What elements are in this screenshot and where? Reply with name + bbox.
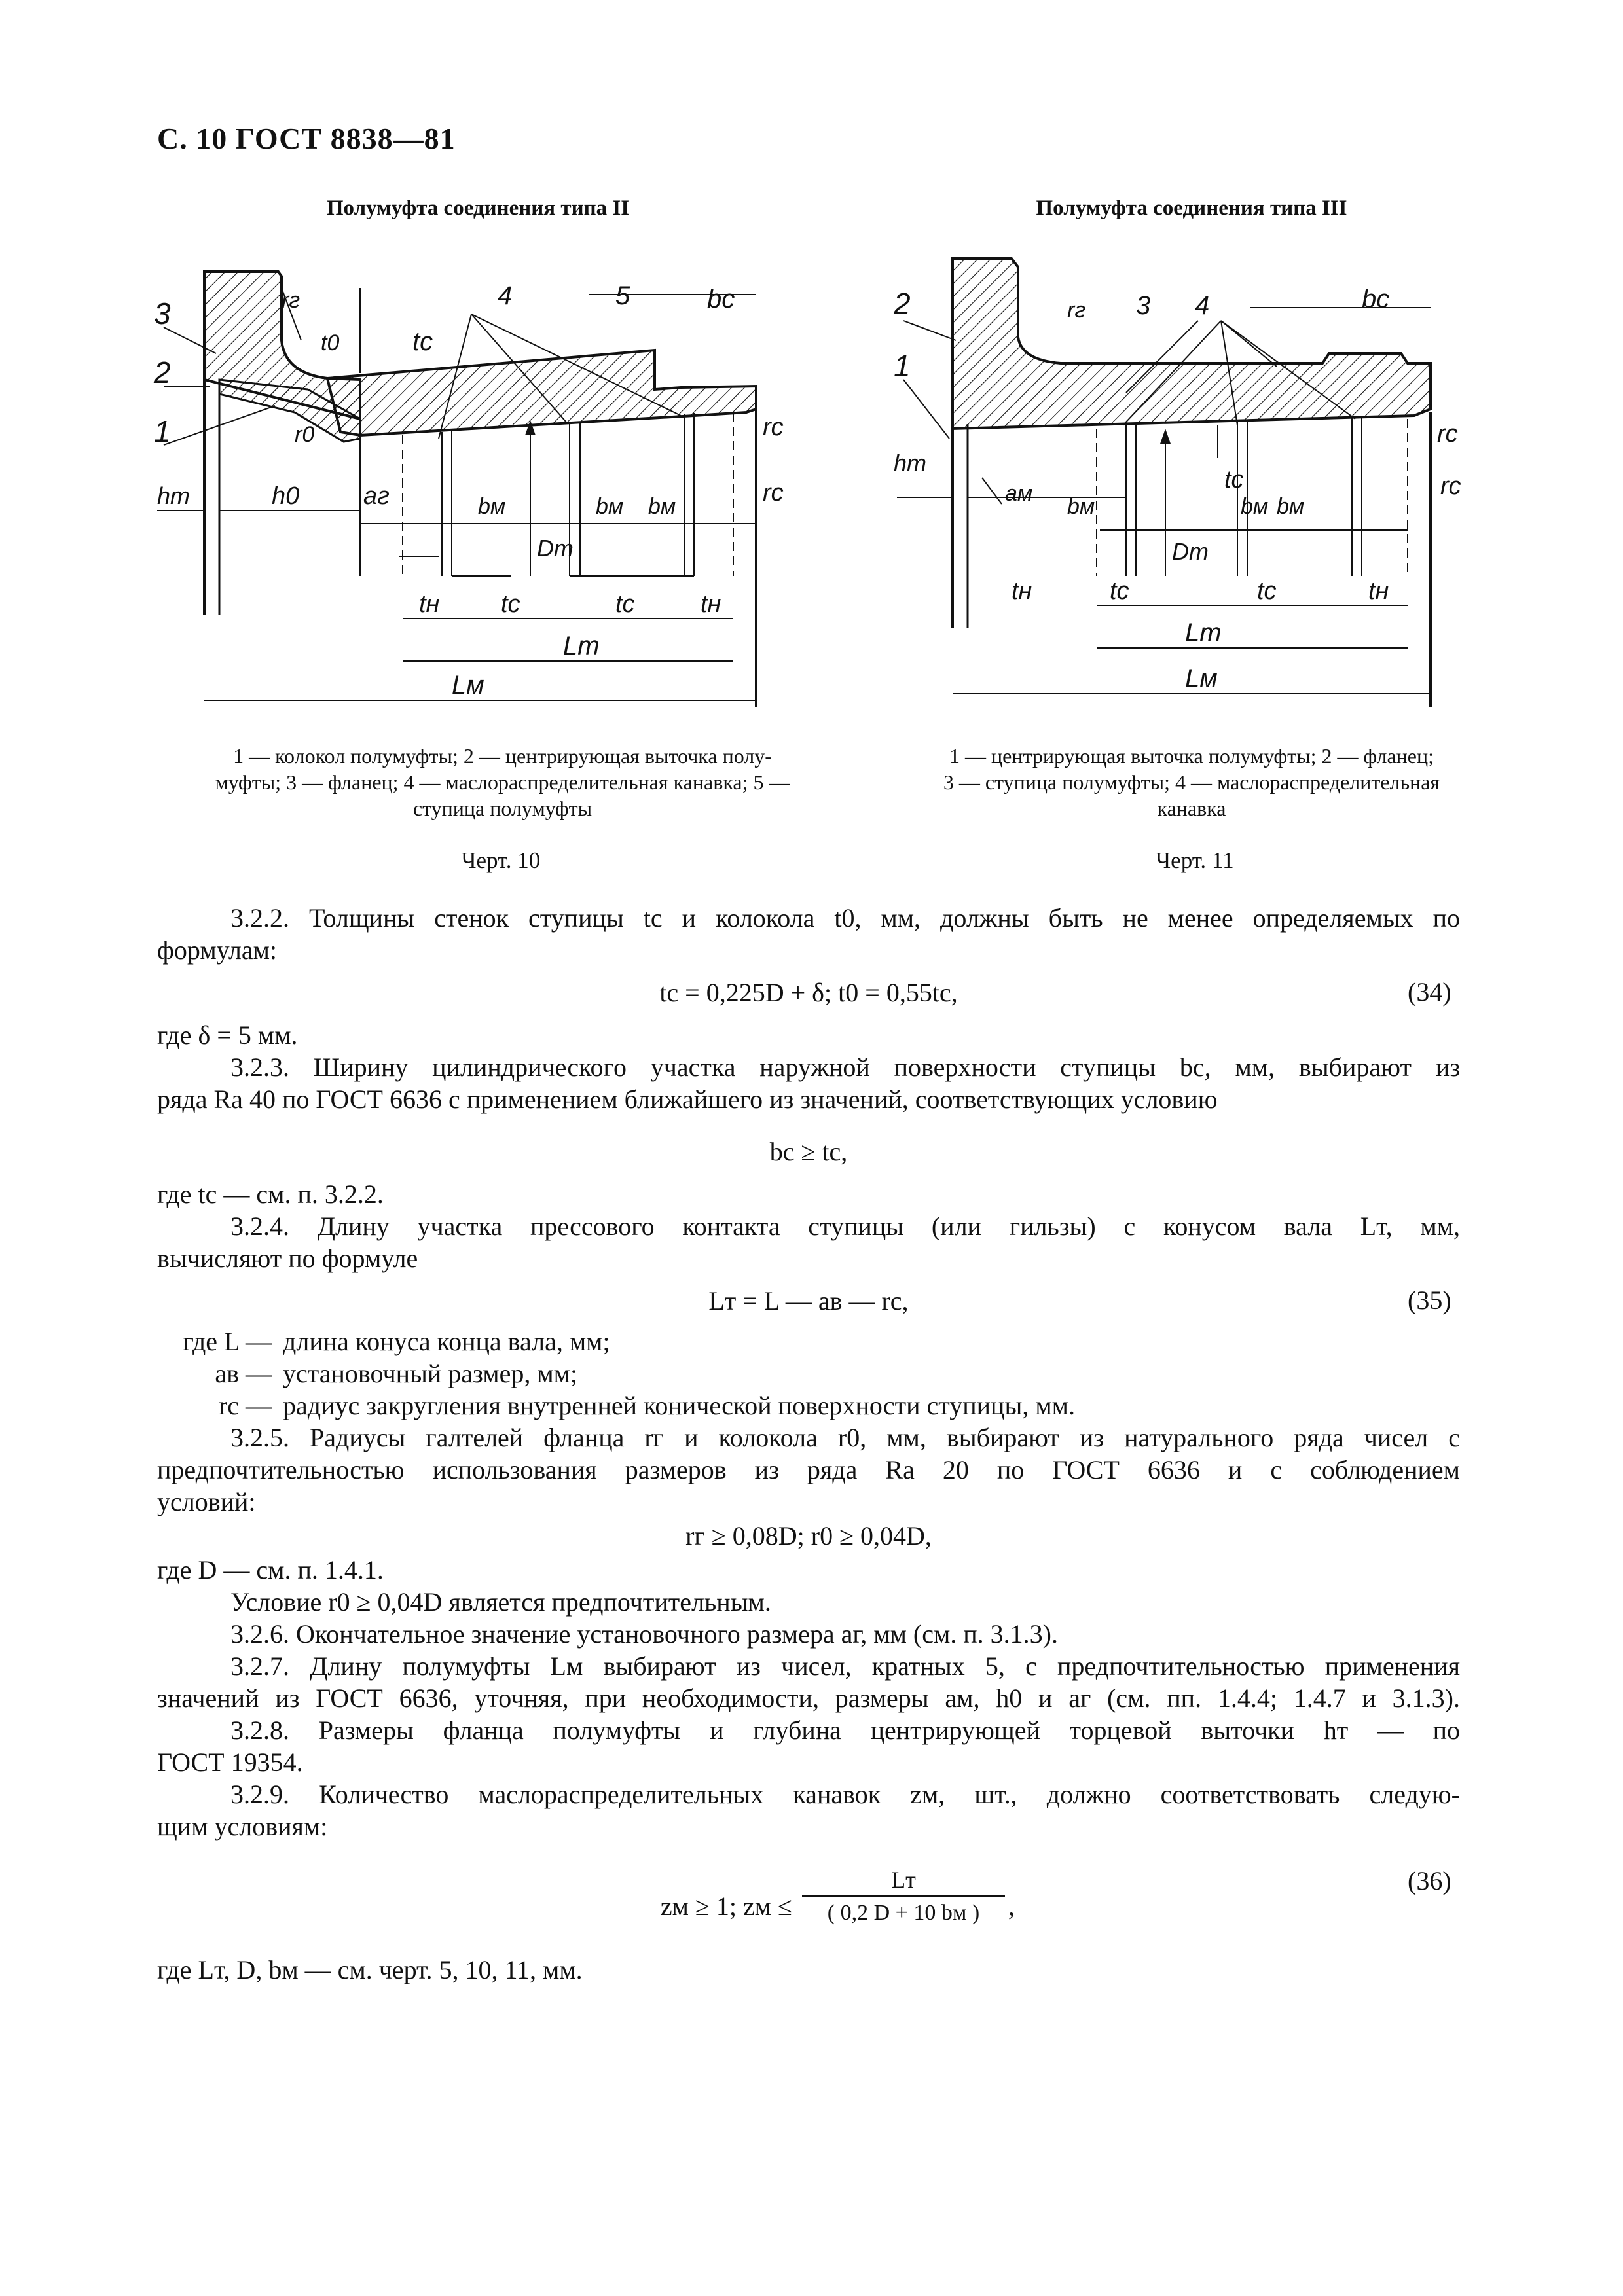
where-def-2: установочный размер, мм; xyxy=(283,1359,578,1388)
fig11-label-tn-1: tн xyxy=(1012,577,1032,605)
p322-line-3: где δ = 5 мм. xyxy=(157,1020,298,1050)
fig10-label-lt: Lт xyxy=(563,632,600,660)
fig10-label-bc: bc xyxy=(707,285,735,314)
p329-line-2: щим условиям: xyxy=(157,1812,328,1841)
p324-line-2: вычисляют по формуле xyxy=(157,1244,418,1273)
figure-10-legend-line-1: 1 — колокол полумуфты; 2 — центрирующая выточка полу- xyxy=(233,744,772,768)
p325-line-2: предпочтительностью использования размеров из ряда Ra 20 по ГОСТ 6636 и с соблюдением xyxy=(157,1455,1460,1484)
figure-10-title: Полумуфта соединения типа II xyxy=(326,196,630,220)
fig10-label-h0: h0 xyxy=(272,482,300,510)
formula-bc: bc ≥ tc, xyxy=(769,1137,848,1166)
p322-line-2: формулам: xyxy=(157,935,278,965)
where-term-3: rc — xyxy=(218,1391,272,1420)
fig11-label-3: 3 xyxy=(1136,291,1151,320)
fig10-label-rc-bottom: rc xyxy=(763,479,784,507)
fig11-label-am: aм xyxy=(1005,481,1033,506)
p322-line-1: 3.2.2. Толщины стенок ступицы tc и колокола t0, мм, должны быть не менее определяемых по xyxy=(230,903,1460,933)
figure-10-legend-line-3: ступица полумуфты xyxy=(412,797,593,820)
p325-line-5: Условие r0 ≥ 0,04D является предпочтительным. xyxy=(230,1587,771,1617)
formula-36-fraction-bar xyxy=(802,1895,1005,1897)
fig11-label-tn-2: tн xyxy=(1368,577,1389,605)
formula-36-denominator: ( 0,2 D + 10 bм ) xyxy=(827,1901,980,1925)
fig10-label-4: 4 xyxy=(498,281,513,310)
p328-line-2: ГОСТ 19354. xyxy=(157,1748,303,1777)
fig10-label-tc-2: tc xyxy=(501,590,520,618)
fig11-label-bm-3: bм xyxy=(1277,494,1305,519)
figure-11-drawing xyxy=(884,249,1512,707)
fig11-label-tc-2: tc xyxy=(1110,577,1129,605)
fig11-label-tc: tc xyxy=(1224,466,1244,493)
fig10-label-r0: r0 xyxy=(295,422,315,447)
p324-line-1: 3.2.4. Длину участка прессового контакта ступицы (или гильзы) с конусом вала Lт, мм, xyxy=(230,1211,1460,1241)
formula-35-number: (35) xyxy=(1408,1285,1451,1315)
formula-r: rг ≥ 0,08D; r0 ≥ 0,04D, xyxy=(685,1521,932,1551)
fig11-label-rg: rг xyxy=(1067,298,1086,323)
figure-10-number: Черт. 10 xyxy=(461,848,541,873)
p329-line-3: где Lт, D, bм — см. черт. 5, 10, 11, мм. xyxy=(157,1955,583,1984)
fig11-label-lm: Lм xyxy=(1185,664,1218,693)
fig10-label-bm-3: bм xyxy=(648,494,676,519)
p328-line-1: 3.2.8. Размеры фланца полумуфты и глубина центрирующей торцевой выточки hт — по xyxy=(230,1715,1460,1745)
fig10-label-tn-1: tн xyxy=(419,590,440,618)
p329-line-1: 3.2.9. Количество маслораспределительных канавок zм, шт., должно соответствовать следую- xyxy=(230,1780,1460,1809)
fig10-label-1: 1 xyxy=(154,414,171,448)
fig11-label-bc: bc xyxy=(1362,285,1390,314)
p325-line-1: 3.2.5. Радиусы галтелей фланца rг и колокола r0, мм, выбирают из натурального ряда чисел с xyxy=(230,1423,1460,1452)
figure-11-number: Черт. 11 xyxy=(1156,848,1234,873)
fig11-label-1: 1 xyxy=(894,349,911,383)
formula-36-numerator: Lт xyxy=(891,1867,916,1893)
fig11-label-rc-top: rc xyxy=(1437,420,1458,448)
formula-36-fraction xyxy=(802,1865,1005,1928)
fig11-label-dt: Dт xyxy=(1172,538,1209,565)
where-term-1: где L — xyxy=(183,1327,272,1356)
p327-line-2: значений из ГОСТ 6636, уточняя, при необходимости, размеры aм, h0 и aг (см. пп. 1.4.4; 1.4.7 и 3.1.3). xyxy=(157,1683,1460,1713)
figure-10-legend-line-2: муфты; 3 — фланец; 4 — маслораспределительная канавка; 5 — xyxy=(215,770,790,794)
fig10-label-tn-2: tн xyxy=(701,590,721,618)
figure-11-legend-line-1: 1 — центрирующая выточка полумуфты; 2 — фланец; xyxy=(949,744,1434,768)
p323-line-2: ряда Ra 40 по ГОСТ 6636 с применением ближайшего из значений, соответствующих условию xyxy=(157,1085,1218,1114)
fig10-label-dt: Dт xyxy=(537,535,574,562)
figure-11-legend-line-3: канавка xyxy=(1157,797,1226,820)
p325-line-4: где D — см. п. 1.4.1. xyxy=(157,1555,384,1585)
fig10-label-3: 3 xyxy=(154,296,171,331)
fig11-label-tc-3: tc xyxy=(1257,577,1277,605)
fig10-label-tc-3: tc xyxy=(615,590,635,618)
p327-line-1: 3.2.7. Длину полумуфты Lм выбирают из чисел, кратных 5, с предпочтительностью применения xyxy=(230,1651,1460,1681)
fig11-label-rc-bottom: rc xyxy=(1440,473,1461,500)
figure-10-legend xyxy=(196,743,809,821)
fig10-label-rc-top: rc xyxy=(763,414,784,441)
where-term-2: aв — xyxy=(215,1359,272,1388)
formula-36-tail: , xyxy=(1008,1892,1015,1921)
formula-36-left: zм ≥ 1; zм ≤ xyxy=(660,1892,792,1921)
fig11-label-bm-1: bм xyxy=(1067,494,1095,519)
fig10-label-ht: hт xyxy=(157,482,191,509)
where-def-3: радиус закругления внутренней конической поверхности ступицы, мм. xyxy=(283,1391,1075,1420)
fig11-label-lt: Lт xyxy=(1185,619,1222,647)
p323-line-1: 3.2.3. Ширину цилиндрического участка наружной поверхности ступицы bc, мм, выбирают из xyxy=(230,1052,1460,1082)
figure-10-drawing xyxy=(144,249,786,707)
p326: 3.2.6. Окончательное значение установочного размера aг, мм (см. п. 3.1.3). xyxy=(230,1619,1059,1649)
fig10-label-ag: aг xyxy=(363,482,390,510)
fig11-label-bm-2: bм xyxy=(1241,494,1269,519)
fig10-label-2: 2 xyxy=(154,355,171,389)
page-header: С. 10 ГОСТ 8838—81 xyxy=(157,122,456,155)
formula-34-number: (34) xyxy=(1408,977,1451,1007)
figure-11-legend-line-2: 3 — ступица полумуфты; 4 — маслораспределительная xyxy=(943,770,1440,794)
fig10-label-5: 5 xyxy=(615,281,630,310)
p323-line-3: где tc — см. п. 3.2.2. xyxy=(157,1179,384,1209)
fig10-label-lm: Lм xyxy=(452,671,484,700)
fig10-label-rg: rг xyxy=(282,288,301,313)
fig11-label-2: 2 xyxy=(894,287,911,321)
formula-35: Lт = L — aв — rc, xyxy=(708,1286,909,1316)
figure-11-title: Полумуфта соединения типа III xyxy=(1036,196,1347,220)
figure-11-legend xyxy=(887,743,1496,821)
fig10-label-bm-1: bм xyxy=(478,494,506,519)
fig10-label-tc: tc xyxy=(412,327,433,356)
fig11-label-ht: hт xyxy=(894,450,927,476)
fig11-label-4: 4 xyxy=(1195,291,1210,320)
fig10-label-to: t0 xyxy=(321,331,340,355)
p325-line-3: условий: xyxy=(157,1487,256,1516)
formula-34: tc = 0,225D + δ; t0 = 0,55tc, xyxy=(659,978,958,1007)
fig10-label-bm-2: bм xyxy=(596,494,624,519)
formula-36-number: (36) xyxy=(1408,1866,1451,1895)
where-def-1: длина конуса конца вала, мм; xyxy=(283,1327,610,1356)
